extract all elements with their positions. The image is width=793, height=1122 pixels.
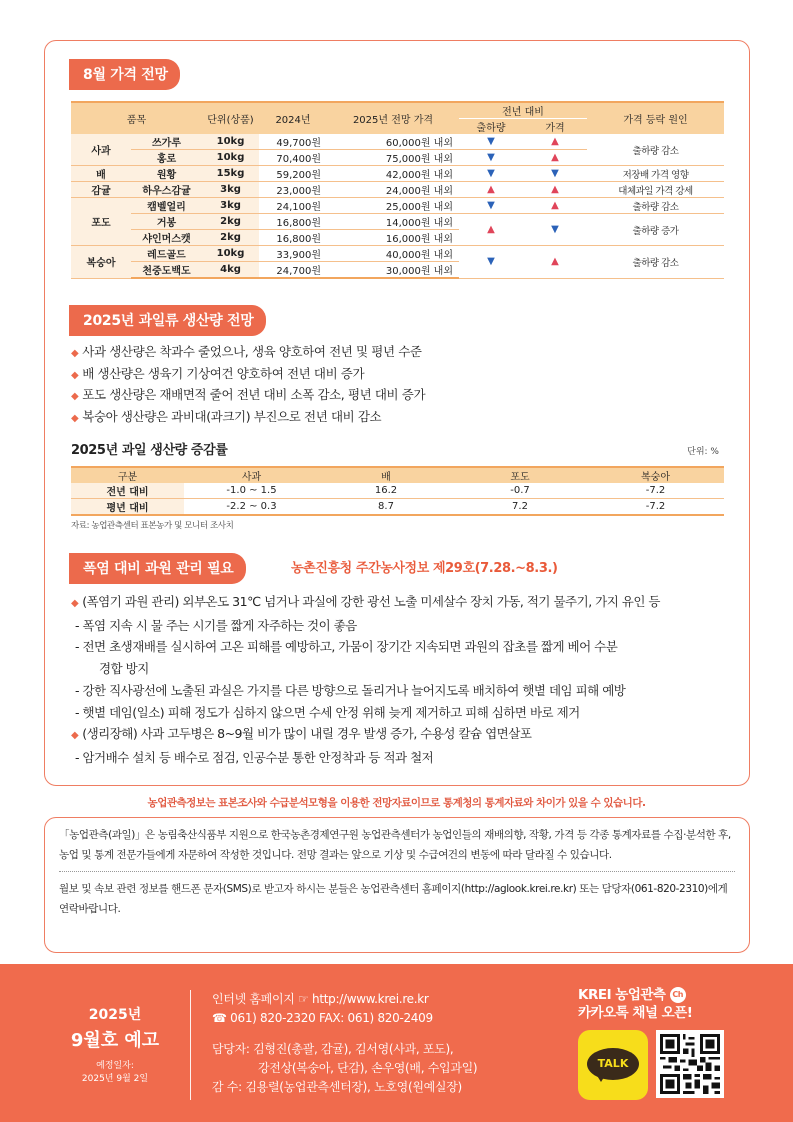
next-issue-month: 9월호 예고 <box>70 1030 160 1051</box>
price-2025: 14,000원 내외 <box>327 214 459 230</box>
heat-reference: 농촌진흥청 주간농사정보 제29호(7.28.~8.3.) <box>291 561 558 576</box>
list-item: ◆ 복숭아 생산량은 과비대(과크기) 부진으로 전년 대비 감소 <box>71 406 731 428</box>
production-table-title: 2025년 과일 생산량 증감률 <box>71 443 228 458</box>
list-item: ◆ (생리장해) 사과 고두병은 8~9월 비가 많이 내릴 경우 발생 증가, 수용성 칼슘 엽면살포 <box>71 723 741 747</box>
price-trend <box>523 134 587 150</box>
group-citrus: 감귤 <box>71 182 131 198</box>
price-section-title: 8월 가격 전망 <box>71 59 180 90</box>
list-item: - 강한 직사광선에 노출된 과실은 가지를 다른 방향으로 돌리거나 늘어지도록 배치하여 햇볕 데임 피해 예방 <box>75 682 626 698</box>
kakao-channel <box>578 986 728 1070</box>
price-2025: 75,000원 내외 <box>327 150 459 166</box>
triangle-down-icon: ▼ <box>487 168 495 179</box>
unit-label: 단위: % <box>687 447 719 457</box>
variety: 캠벨얼리 <box>131 198 202 214</box>
variety: 레드골드 <box>131 246 202 262</box>
variety: 거봉 <box>131 214 202 230</box>
variety: 홍로 <box>131 150 202 166</box>
reason: 저장배 가격 영향 <box>587 166 724 182</box>
unit: 4kg <box>202 262 259 279</box>
info-box <box>44 817 750 953</box>
info-paragraph: 월보 및 속보 관련 정보를 핸드폰 문자(SMS)로 받고자 하시는 분들은 농업관측센터 홈페이지(http://aglook.krei.re.kr) 또는 담당자(061-820-2310)에게 연락바랍니다. <box>59 883 728 915</box>
list-item: - 햇볕 데임(일소) 피해 정도가 심하지 않으면 수세 안정 위해 늦게 제거하고 피해 심하면 바로 제거 <box>75 704 580 720</box>
shipment-trend <box>459 150 523 166</box>
staff: 담당자: 김형진(총괄, 감귤), 김서영(사과, 포도), <box>212 1042 454 1056</box>
triangle-up-icon: ▲ <box>551 184 559 195</box>
price-2024: 24,100원 <box>259 198 327 214</box>
th-pear: 배 <box>319 467 453 483</box>
triangle-up-icon: ▲ <box>487 184 495 195</box>
price-2024: 16,800원 <box>259 214 327 230</box>
th-peach: 복숭아 <box>587 467 724 483</box>
price-2025: 30,000원 내외 <box>327 262 459 279</box>
list-item: ◆ 배 생산량은 생육기 기상여건 양호하여 전년 대비 증가 <box>71 363 731 385</box>
contact-info <box>212 990 477 1097</box>
th-price: 가격 <box>523 119 587 135</box>
triangle-down-icon: ▼ <box>487 152 495 163</box>
th-grape: 포도 <box>453 467 587 483</box>
shipment-trend <box>459 198 523 214</box>
divider <box>59 871 735 872</box>
main-panel <box>44 40 750 786</box>
diamond-icon: ◆ <box>71 348 79 359</box>
triangle-down-icon: ▼ <box>487 200 495 211</box>
kakaotalk-icon[interactable] <box>578 1030 648 1100</box>
reason: 대체과일 가격 강세 <box>587 182 724 198</box>
group-pear: 배 <box>71 166 131 182</box>
list-item: - 폭염 지속 시 물 주는 시기를 짧게 자주하는 것이 좋음 <box>75 617 357 633</box>
heat-list <box>71 591 741 769</box>
footer <box>0 964 793 1122</box>
supervisor: 감 수: 김용렬(농업관측센터장), 노호영(원예실장) <box>212 1080 462 1094</box>
reason: 출하량 증가 <box>587 214 724 246</box>
variety: 원황 <box>131 166 202 182</box>
heat-section-title: 폭염 대비 과원 관리 필요 <box>71 553 246 584</box>
triangle-up-icon: ▲ <box>551 136 559 147</box>
production-section-title: 2025년 과일류 생산량 전망 <box>71 305 266 336</box>
table-row <box>71 214 724 230</box>
next-issue-date: 예정일자: 2025년 9월 2일 <box>81 1061 149 1084</box>
table-row <box>71 182 724 198</box>
list-item: ◆ 사과 생산량은 착과수 줄었으나, 생육 양호하여 전년 및 평년 수준 <box>71 341 731 363</box>
list-item: - 암거배수 설치 등 배수로 점검, 인공수분 통한 안정착과 등 적과 철저 <box>75 749 434 765</box>
unit: 10kg <box>202 134 259 150</box>
th-reason: 가격 등락 원인 <box>587 102 724 134</box>
reason: 출하량 감소 <box>587 134 724 166</box>
price-table <box>71 101 724 279</box>
unit: 2kg <box>202 230 259 246</box>
table-row <box>71 166 724 182</box>
list-item: ◆ 포도 생산량은 재배면적 줄어 전년 대비 소폭 감소, 평년 대비 증가 <box>71 384 731 406</box>
shipment-trend <box>459 134 523 150</box>
triangle-down-icon: ▼ <box>487 256 495 268</box>
table-row <box>71 198 724 214</box>
diamond-icon: ◆ <box>71 369 79 381</box>
triangle-up-icon: ▲ <box>551 200 559 211</box>
unit: 10kg <box>202 150 259 166</box>
triangle-down-icon: ▼ <box>487 136 495 147</box>
kakao-title: KREI 농업관측 <box>578 987 666 1003</box>
price-2024: 59,200원 <box>259 166 327 182</box>
diamond-icon: ◆ <box>71 391 79 402</box>
info-paragraph: 「농업관측(과일)」은 농림축산식품부 지원으로 한국농촌경제연구원 농업관측센터가 농업인들의 재배의향, 작황, 가격 등 각종 통계자료를 수집·분석한 후, 농업 및 통계 전문가들에게 자문하여 작성한 것입니다. 전망 결과는 앞으로 기상 및 수급여건의 변동에 따라 달라질 수 있습니다. <box>59 829 731 861</box>
diamond-icon: ◆ <box>71 598 79 609</box>
price-trend <box>523 198 587 214</box>
production-table <box>71 466 724 516</box>
th-yoy: 전년 대비 <box>459 102 587 119</box>
shipment-trend <box>459 166 523 182</box>
triangle-up-icon: ▲ <box>551 256 559 268</box>
list-item: 경합 방지 <box>99 661 149 677</box>
group-peach: 복숭아 <box>71 246 131 279</box>
th-unit: 단위(상품) <box>202 102 259 134</box>
price-trend <box>523 214 587 246</box>
reason: 출하량 감소 <box>587 198 724 214</box>
price-2025: 24,000원 내외 <box>327 182 459 198</box>
table-row <box>71 134 724 150</box>
shipment-trend <box>459 182 523 198</box>
price-2025: 25,000원 내외 <box>327 198 459 214</box>
th-apple: 사과 <box>184 467 319 483</box>
shipment-trend <box>459 246 523 279</box>
triangle-up-icon: ▲ <box>551 152 559 163</box>
footer-divider <box>190 990 191 1100</box>
unit: 2kg <box>202 214 259 230</box>
price-2024: 70,400원 <box>259 150 327 166</box>
unit: 3kg <box>202 198 259 214</box>
price-2025: 16,000원 내외 <box>327 230 459 246</box>
group-grape: 포도 <box>71 198 131 246</box>
price-2025: 40,000원 내외 <box>327 246 459 262</box>
phone-fax: ☎ 061) 820-2320 FAX: 061) 820-2409 <box>212 1011 433 1025</box>
th-shipment: 출하량 <box>459 119 523 135</box>
unit: 3kg <box>202 182 259 198</box>
variety: 샤인머스캣 <box>131 230 202 246</box>
list-item: ◆ (폭염기 과원 관리) 외부온도 31℃ 넘거나 과실에 강한 광선 노출 미세살수 장치 가동, 적기 물주기, 가지 유인 등 <box>71 591 741 615</box>
price-trend <box>523 182 587 198</box>
shipment-trend <box>459 214 523 246</box>
list-item: - 전면 초생재배를 실시하여 고온 피해를 예방하고, 가뭄이 장기간 지속되면 과원의 잡초를 짧게 베어 수분 <box>75 639 618 655</box>
th-2024: 2024년 <box>259 102 327 134</box>
staff: 강전상(복숭아, 단감), 손우영(배, 수입과일) <box>258 1061 478 1075</box>
th-item: 품목 <box>71 102 202 134</box>
variety: 쓰가루 <box>131 134 202 150</box>
price-2025: 42,000원 내외 <box>327 166 459 182</box>
price-2024: 49,700원 <box>259 134 327 150</box>
production-bullets <box>71 341 731 427</box>
triangle-down-icon: ▼ <box>551 168 559 179</box>
triangle-up-icon: ▲ <box>487 224 495 235</box>
price-2025: 60,000원 내외 <box>327 134 459 150</box>
unit: 10kg <box>202 246 259 262</box>
triangle-down-icon: ▼ <box>551 224 559 235</box>
kakao-subtitle: 카카오톡 채널 오픈! <box>578 1005 693 1021</box>
unit: 15kg <box>202 166 259 182</box>
next-issue-year: 2025년 <box>88 1007 142 1023</box>
reason: 출하량 감소 <box>587 246 724 279</box>
disclaimer: 농업관측정보는 표본조사와 수급분석모형을 이용한 전망자료이므로 통계청의 통계자료와 차이가 있을 수 있습니다. <box>147 797 646 809</box>
price-2024: 24,700원 <box>259 262 327 279</box>
diamond-icon: ◆ <box>71 412 79 424</box>
variety: 천중도백도 <box>131 262 202 279</box>
table-row <box>71 246 724 262</box>
table-row: 평년 대비 -2.2 ~ 0.3 8.7 7.2 -7.2 <box>71 499 724 516</box>
source-note: 자료: 농업관측센터 표본농가 및 모니터 조사치 <box>71 521 234 531</box>
price-2024: 23,000원 <box>259 182 327 198</box>
diamond-icon: ◆ <box>71 730 79 742</box>
price-trend <box>523 150 587 166</box>
price-trend <box>523 166 587 182</box>
price-2024: 33,900원 <box>259 246 327 262</box>
next-issue <box>60 1004 170 1086</box>
homepage-link[interactable]: 인터넷 홈페이지 ☞ http://www.krei.re.kr <box>212 992 429 1006</box>
qr-code-icon[interactable] <box>656 1030 724 1098</box>
th-category: 구분 <box>71 467 184 483</box>
group-apple: 사과 <box>71 134 131 166</box>
channel-icon: Ch <box>670 987 686 1003</box>
table-row: 전년 대비 -1.0 ~ 1.5 16.2 -0.7 -7.2 <box>71 483 724 499</box>
variety: 하우스감귤 <box>131 182 202 198</box>
price-trend <box>523 246 587 279</box>
price-2024: 16,800원 <box>259 230 327 246</box>
th-2025: 2025년 전망 가격 <box>327 102 459 134</box>
talk-label: TALK <box>587 1048 639 1080</box>
